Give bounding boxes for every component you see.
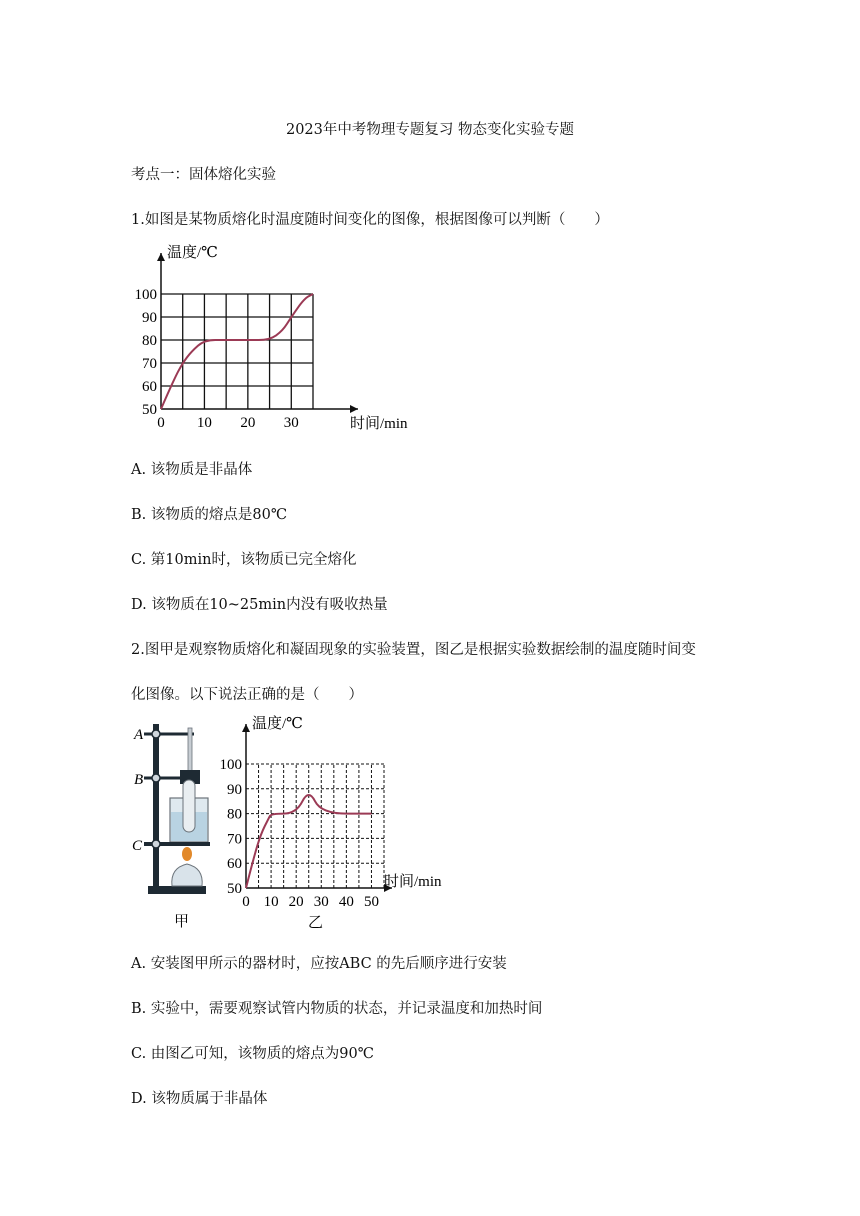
alcohol-lamp	[172, 864, 202, 886]
y-tick-label: 90	[227, 781, 242, 798]
x-tick-label: 10	[263, 894, 279, 910]
figure-2-chart	[219, 716, 460, 935]
y-tick-label: 100	[134, 287, 157, 303]
y-tick-label: 70	[142, 356, 157, 372]
figure-2-apparatus	[130, 718, 240, 938]
y-axis-label: 温度/℃	[252, 716, 303, 732]
section-heading: 考点一：固体熔化实验	[131, 167, 276, 183]
stand-rod	[153, 724, 159, 888]
y-tick-label: 60	[227, 856, 242, 873]
x-tick-label: 30	[313, 894, 329, 910]
x-tick-label: 0	[242, 894, 250, 910]
figure-1-grid	[161, 294, 313, 409]
q2-option-b: B. 实验中，需要观察试管内物质的状态，并记录温度和加热时间	[131, 1001, 543, 1017]
x-axis-arrow	[350, 405, 358, 413]
caption-jia: 甲	[174, 914, 190, 930]
x-axis-label: 时间/min	[384, 874, 442, 890]
y-tick-label: 100	[219, 757, 242, 773]
q1-option-c: C. 第10min时，该物质已完全熔化	[131, 552, 357, 568]
label-c: C	[132, 838, 143, 854]
clamp-b-knob	[152, 774, 160, 782]
y-axis-arrow	[157, 253, 165, 261]
x-tick-label: 20	[240, 415, 256, 431]
q2-option-c: C. 由图乙可知，该物质的熔点为90℃	[131, 1046, 374, 1062]
figure-1-chart	[130, 245, 408, 440]
q2-option-d: D. 该物质属于非晶体	[131, 1091, 268, 1107]
figure-1-curve	[161, 294, 313, 409]
x-tick-label: 0	[157, 415, 165, 431]
y-tick-label: 50	[227, 881, 242, 897]
y-tick-label: 80	[227, 806, 242, 823]
q2-option-a: A. 安装图甲所示的器材时，应按ABC 的先后顺序进行安装	[131, 956, 507, 972]
figure-2-axes	[242, 724, 392, 892]
test-tube	[183, 780, 195, 832]
y-axis-label: 温度/℃	[167, 245, 218, 261]
y-tick-label: 60	[142, 379, 157, 395]
x-axis-label: 时间/min	[350, 416, 408, 432]
flame	[182, 847, 192, 861]
x-tick-label: 50	[363, 894, 379, 910]
clamp-a-knob	[152, 730, 160, 738]
x-tick-label: 40	[338, 894, 354, 910]
figure-2-grid	[246, 764, 384, 888]
y-axis-arrow	[242, 724, 250, 732]
x-tick-label: 30	[283, 415, 299, 431]
y-tick-label: 90	[142, 310, 157, 326]
y-tick-label: 80	[142, 333, 157, 349]
question-1-stem: 1.如图是某物质熔化时温度随时间变化的图像，根据图像可以判断（ ）	[131, 212, 609, 228]
q1-option-b: B. 该物质的熔点是80℃	[131, 507, 288, 523]
x-tick-label: 10	[196, 415, 212, 431]
question-2-stem-line1: 2.图甲是观察物质熔化和凝固现象的实验装置，图乙是根据实验数据绘制的温度随时间变	[131, 642, 696, 658]
document-title: 2023年中考物理专题复习 物态变化实验专题	[285, 122, 574, 138]
question-2-stem-line2: 化图像。以下说法正确的是（ ）	[131, 687, 363, 703]
caption-yi: 乙	[308, 915, 324, 931]
label-a: A	[134, 727, 144, 743]
y-tick-label: 50	[142, 402, 157, 418]
label-b: B	[134, 772, 144, 788]
q1-option-d: D. 该物质在10~25min内没有吸收热量	[131, 597, 388, 613]
x-tick-label: 20	[288, 894, 304, 910]
y-tick-label: 70	[227, 831, 242, 848]
q1-option-a: A. 该物质是非晶体	[131, 462, 253, 478]
figure-1-axes	[157, 253, 358, 413]
